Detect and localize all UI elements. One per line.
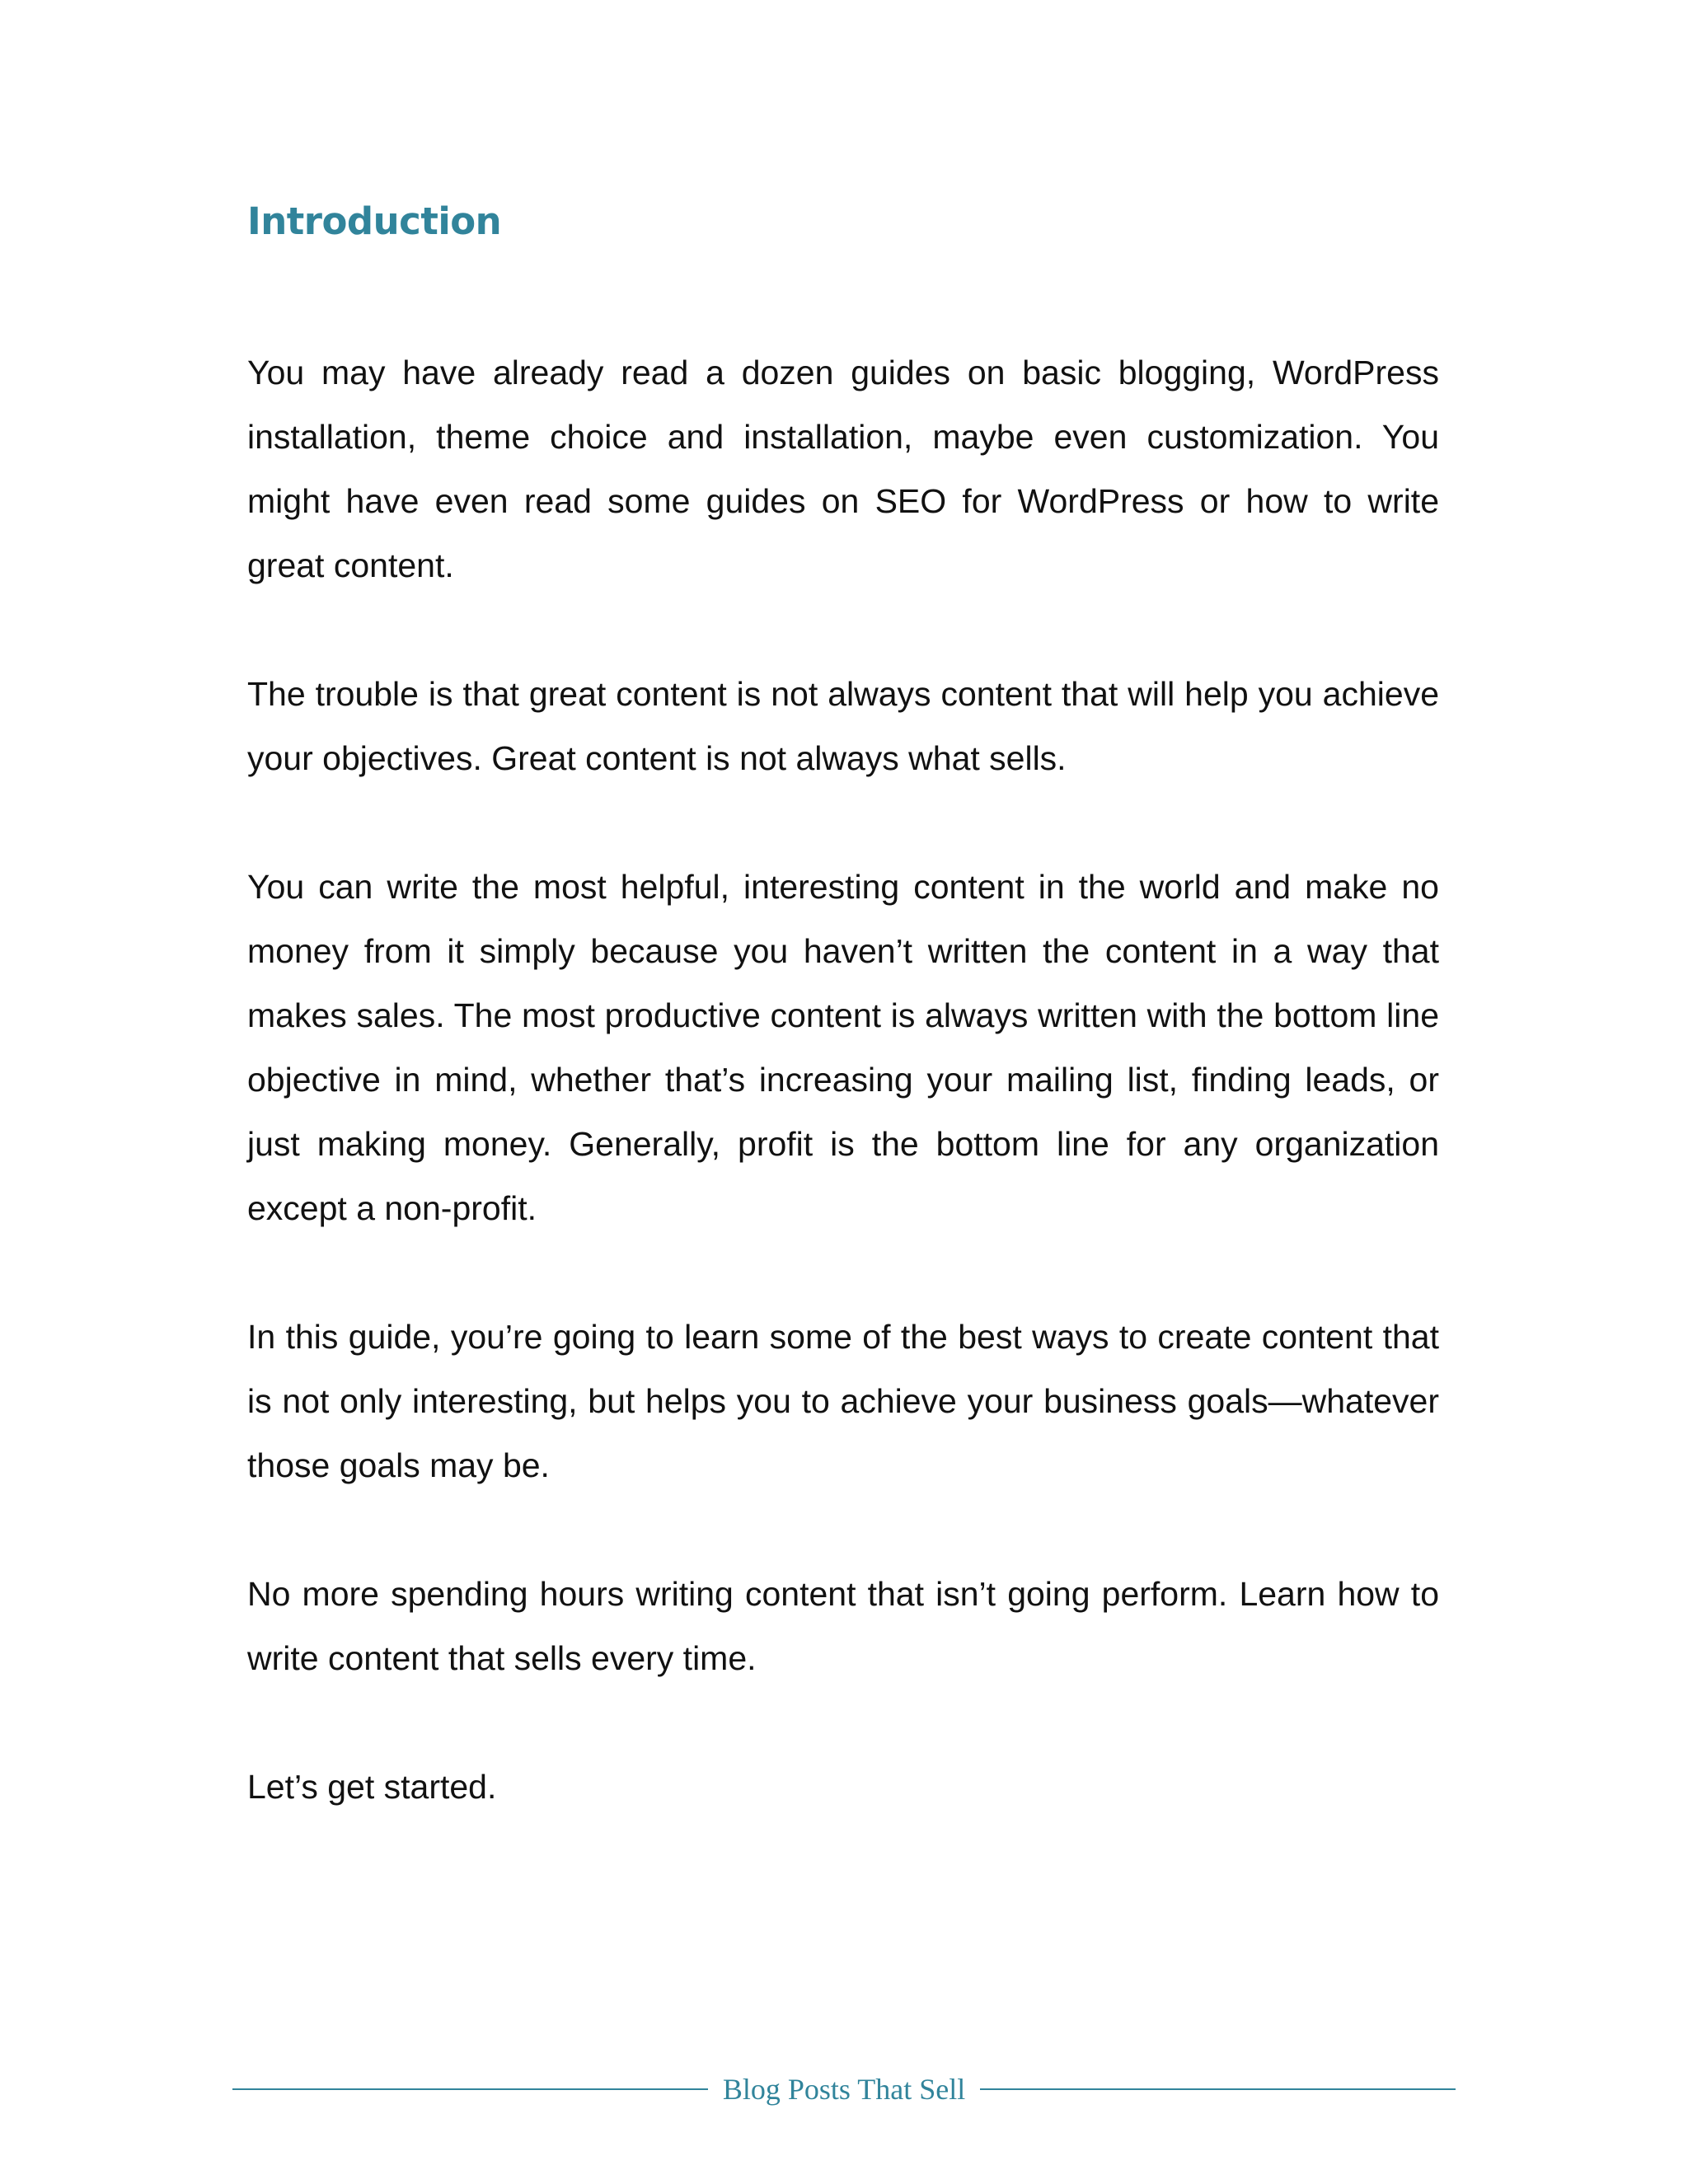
page-footer	[232, 2069, 1456, 2110]
footer-title: Blog Posts That Sell	[722, 2073, 966, 2106]
paragraph: The trouble is that great content is not always content that will help you achieve your objectives. Great content is not always what sells.	[247, 675, 1439, 777]
footer-rule-right	[980, 2088, 1456, 2090]
paragraph: In this guide, you’re going to learn some of the best ways to create content that is not only interesting, but helps you to achieve your business goals—whatever those goals may be.	[247, 1318, 1439, 1484]
paragraph: No more spending hours writing content that isn’t going perform. Learn how to write content that sells every time.	[247, 1575, 1439, 1677]
paragraph: Let’s get started.	[247, 1768, 497, 1806]
paragraph: You can write the most helpful, interesting content in the world and make no money from it simply because you haven’t written the content in a way that makes sales. The most productive content is always written with the bottom line objective in mind, whether that’s increasing your mailing list, finding leads, or just making money. Generally, profit is the bottom line for any organization except a non-profit.	[247, 868, 1439, 1227]
paragraph: You may have already read a dozen guides on basic blogging, WordPress installation, theme choice and installation, maybe even customization. You might have even read some guides on SEO for WordPress or how to write great content.	[247, 354, 1439, 584]
body-text	[247, 340, 1439, 1819]
footer-rule-left	[232, 2088, 708, 2090]
section-heading: Introduction	[247, 199, 502, 243]
